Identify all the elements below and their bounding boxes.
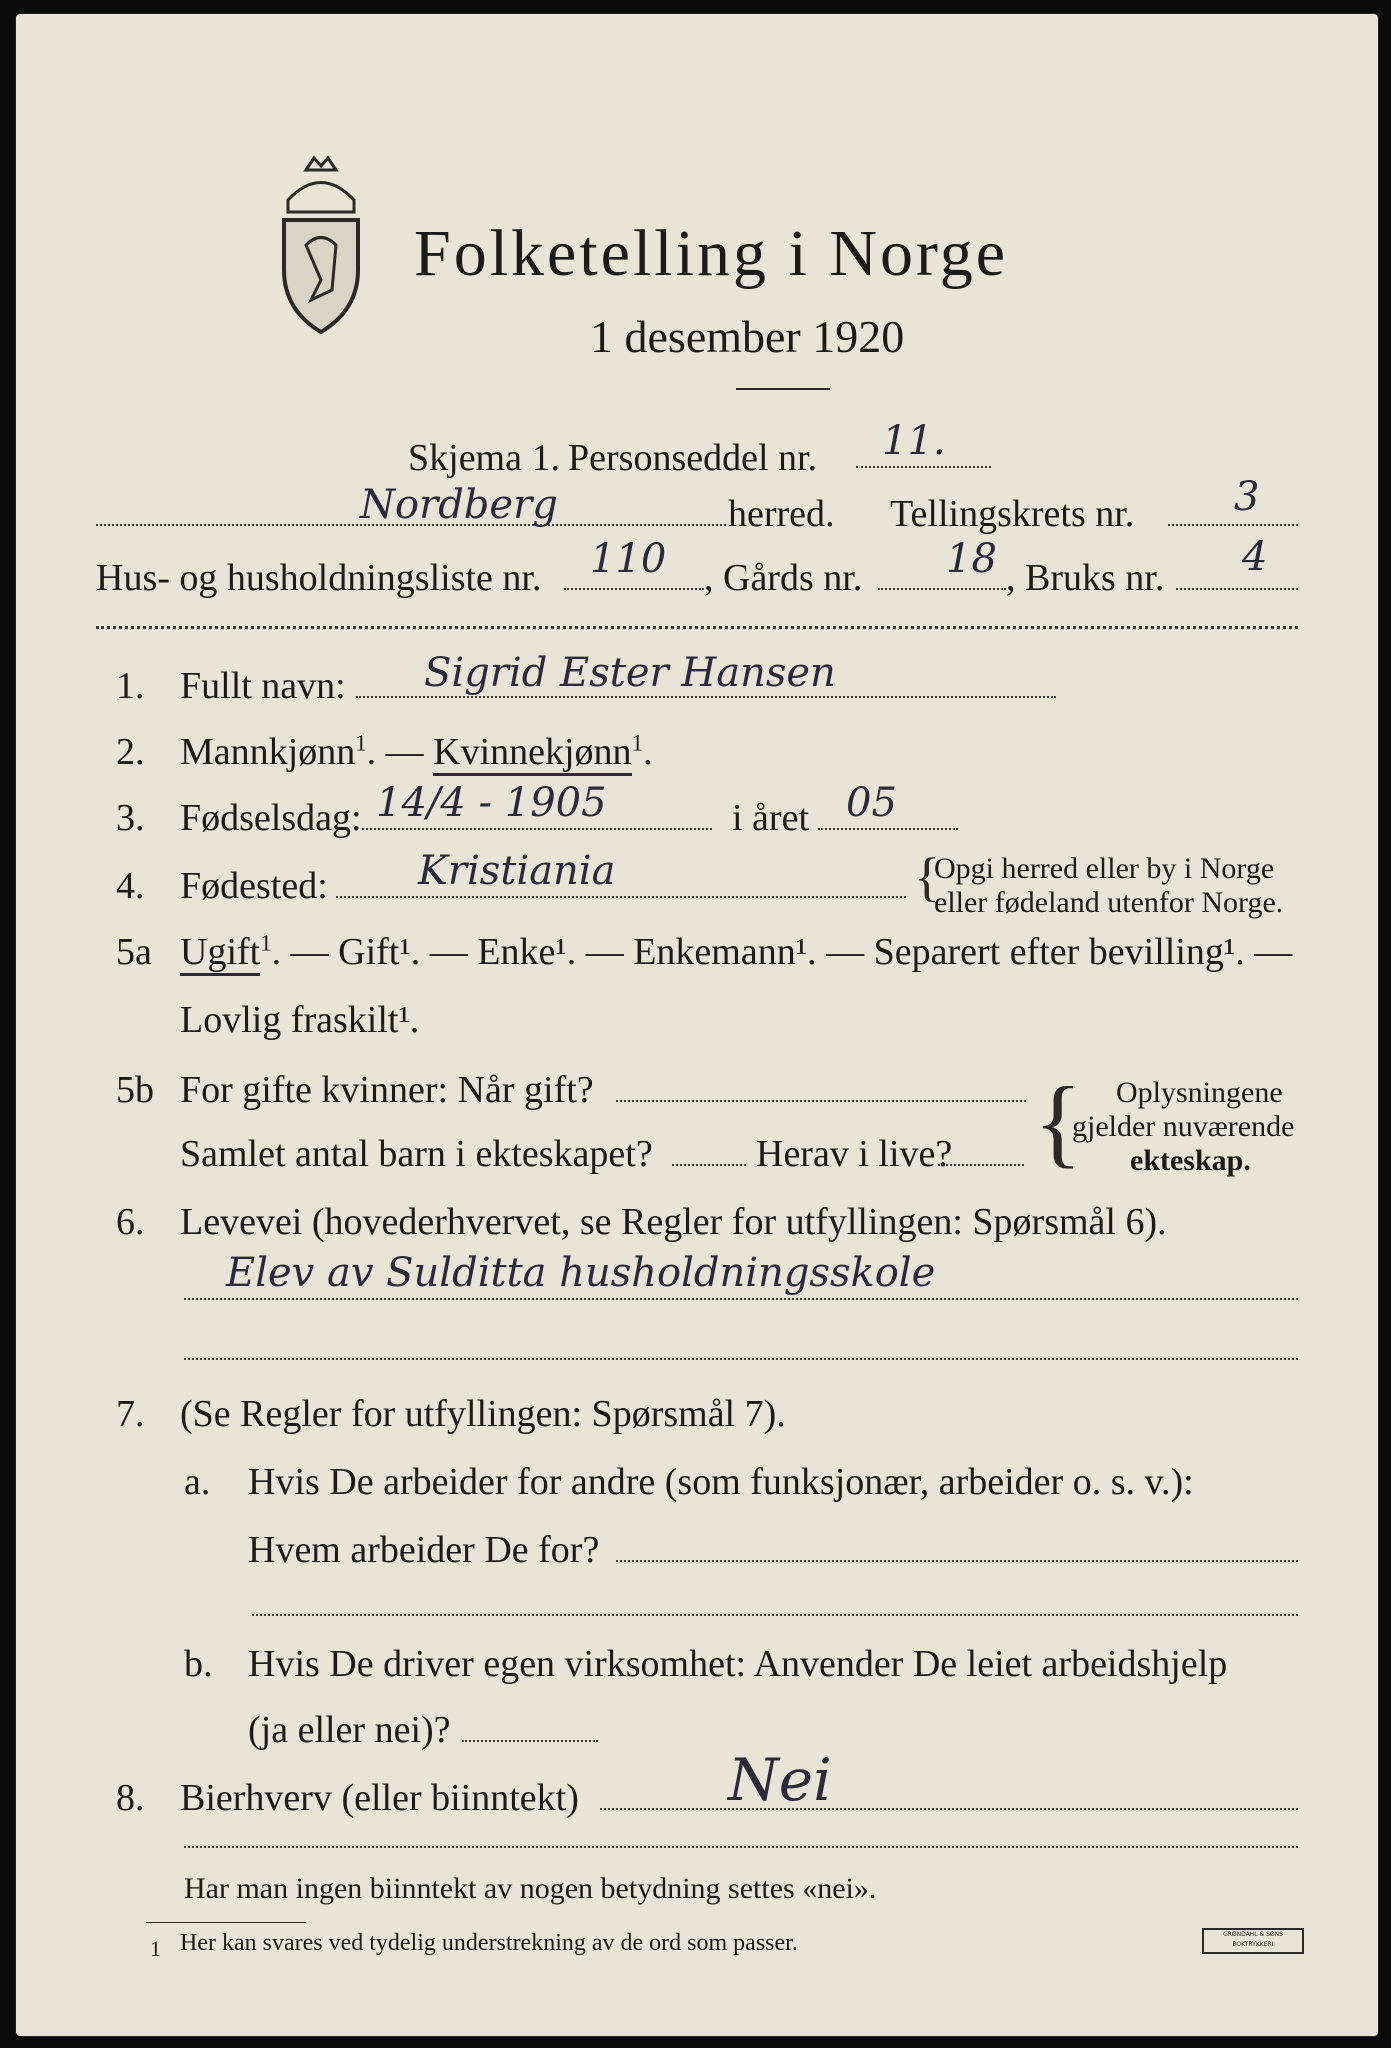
q7-label: (Se Regler for utfyllingen: Spørsmål 7). [180, 1393, 786, 1435]
printer-stamp: GRØNDAHL & SØNS BOKTRYKKERI [1202, 1928, 1304, 1954]
schema-label: Skjema 1. [408, 437, 560, 479]
q3-year-label: i året [732, 797, 810, 839]
footer-note: Har man ingen biinntekt av nogen betydning settes «nei». [184, 1872, 877, 1905]
herred-value[interactable]: Nordberg [360, 482, 558, 528]
q8-label: Bierhverv (eller biinntekt) [180, 1777, 579, 1819]
bruks-value[interactable]: 4 [1242, 534, 1268, 580]
tellingskrets-label: Tellingskrets nr. [890, 493, 1135, 535]
footnote-text: Her kan svares ved tydelig understrekning av de ord som passer. [180, 1930, 798, 1956]
gender-options: Mannkjønn$^1$. — Kvinnekjønn$^1$. [180, 730, 652, 774]
brace-icon: { [914, 847, 940, 907]
hus-label: Hus- og husholdningsliste nr. [96, 557, 542, 599]
tellingskrets-value[interactable]: 3 [1234, 474, 1260, 520]
q5b-note-line1: Oplysningene [1116, 1076, 1283, 1109]
full-name-value[interactable]: Sigrid Ester Hansen [424, 650, 836, 696]
lovlig-fraskilt-option[interactable]: Lovlig fraskilt¹. [180, 999, 420, 1041]
q7a-letter: a. [184, 1461, 211, 1503]
q1-label: Fullt navn: [180, 665, 346, 707]
q7a-label-line2: Hvem arbeider De for? [248, 1529, 600, 1571]
personseddel-value[interactable]: 11. [882, 418, 946, 464]
female-option-underlined[interactable]: Kvinnekjønn [433, 731, 631, 776]
q5b-note-line3: ekteskap. [1130, 1144, 1251, 1177]
census-form-page [16, 14, 1378, 2036]
birth-date-value[interactable]: 14/4 - 1905 [376, 780, 607, 826]
q7b-letter: b. [184, 1643, 213, 1685]
gards-value[interactable]: 18 [946, 536, 997, 582]
side-income-value[interactable]: Nei [728, 1746, 832, 1814]
bruks-label: , Bruks nr. [1006, 557, 1165, 599]
norwegian-coat-of-arms-icon [266, 150, 376, 340]
q5b-label-alive: Herav i live? [756, 1133, 953, 1175]
q7b-label-line2: (ja eller nei)? [248, 1709, 451, 1751]
q5b-label-when-married: For gifte kvinner: Når gift? [180, 1069, 594, 1111]
q3-label: Fødselsdag: [180, 797, 362, 839]
personseddel-label: Personseddel nr. [568, 437, 818, 479]
q8-number: 8. [116, 1777, 145, 1819]
q6-number: 6. [116, 1201, 145, 1243]
q7-number: 7. [116, 1393, 145, 1435]
q7b-label-line1: Hvis De driver egen virksomhet: Anvender De leiet arbeidshjelp [248, 1643, 1228, 1685]
q4-note-line2: eller fødeland utenfor Norge. [934, 886, 1284, 919]
marital-status-options: Ugift$^1$. — Gift¹. — Enke¹. — Enkemann¹. — Separert efter bevilling¹. — [180, 930, 1292, 974]
q4-label: Fødested: [180, 865, 328, 907]
occupation-value[interactable]: Elev av Sulditta husholdningsskole [226, 1250, 936, 1296]
q4-note-line1: Opgi herred eller by i Norge [934, 852, 1275, 885]
birth-year-value[interactable]: 05 [846, 780, 897, 826]
herred-label: herred. [728, 493, 835, 535]
footnote-number: 1 [150, 1936, 161, 1961]
q2-number: 2. [116, 731, 145, 773]
q4-number: 4. [116, 865, 145, 907]
q5b-number: 5b [116, 1069, 154, 1111]
q6-label: Levevei (hovederhvervet, se Regler for utfyllingen: Spørsmål 6). [180, 1201, 1167, 1243]
q5a-number: 5a [116, 931, 152, 973]
hus-value[interactable]: 110 [590, 536, 667, 582]
marital-other-options[interactable]: — Gift¹. — Enke¹. — Enkemann¹. — Separert efter bevilling¹. — [290, 931, 1293, 973]
gards-label: , Gårds nr. [704, 557, 863, 599]
ugift-option-underlined[interactable]: Ugift [180, 931, 260, 976]
q5b-note-line2: gjelder nuværende [1072, 1110, 1295, 1143]
q1-number: 1. [116, 665, 145, 707]
brace-icon: { [1034, 1066, 1082, 1177]
male-option[interactable]: Mannkjønn [180, 731, 356, 773]
q3-number: 3. [116, 797, 145, 839]
birthplace-value[interactable]: Kristiania [418, 848, 616, 894]
census-date: 1 desember 1920 [590, 311, 905, 362]
q5b-label-children: Samlet antal barn i ekteskapet? [180, 1133, 653, 1175]
q7a-label-line1: Hvis De arbeider for andre (som funksjonær, arbeider o. s. v.): [248, 1461, 1194, 1503]
form-title: Folketelling i Norge [414, 217, 1009, 290]
